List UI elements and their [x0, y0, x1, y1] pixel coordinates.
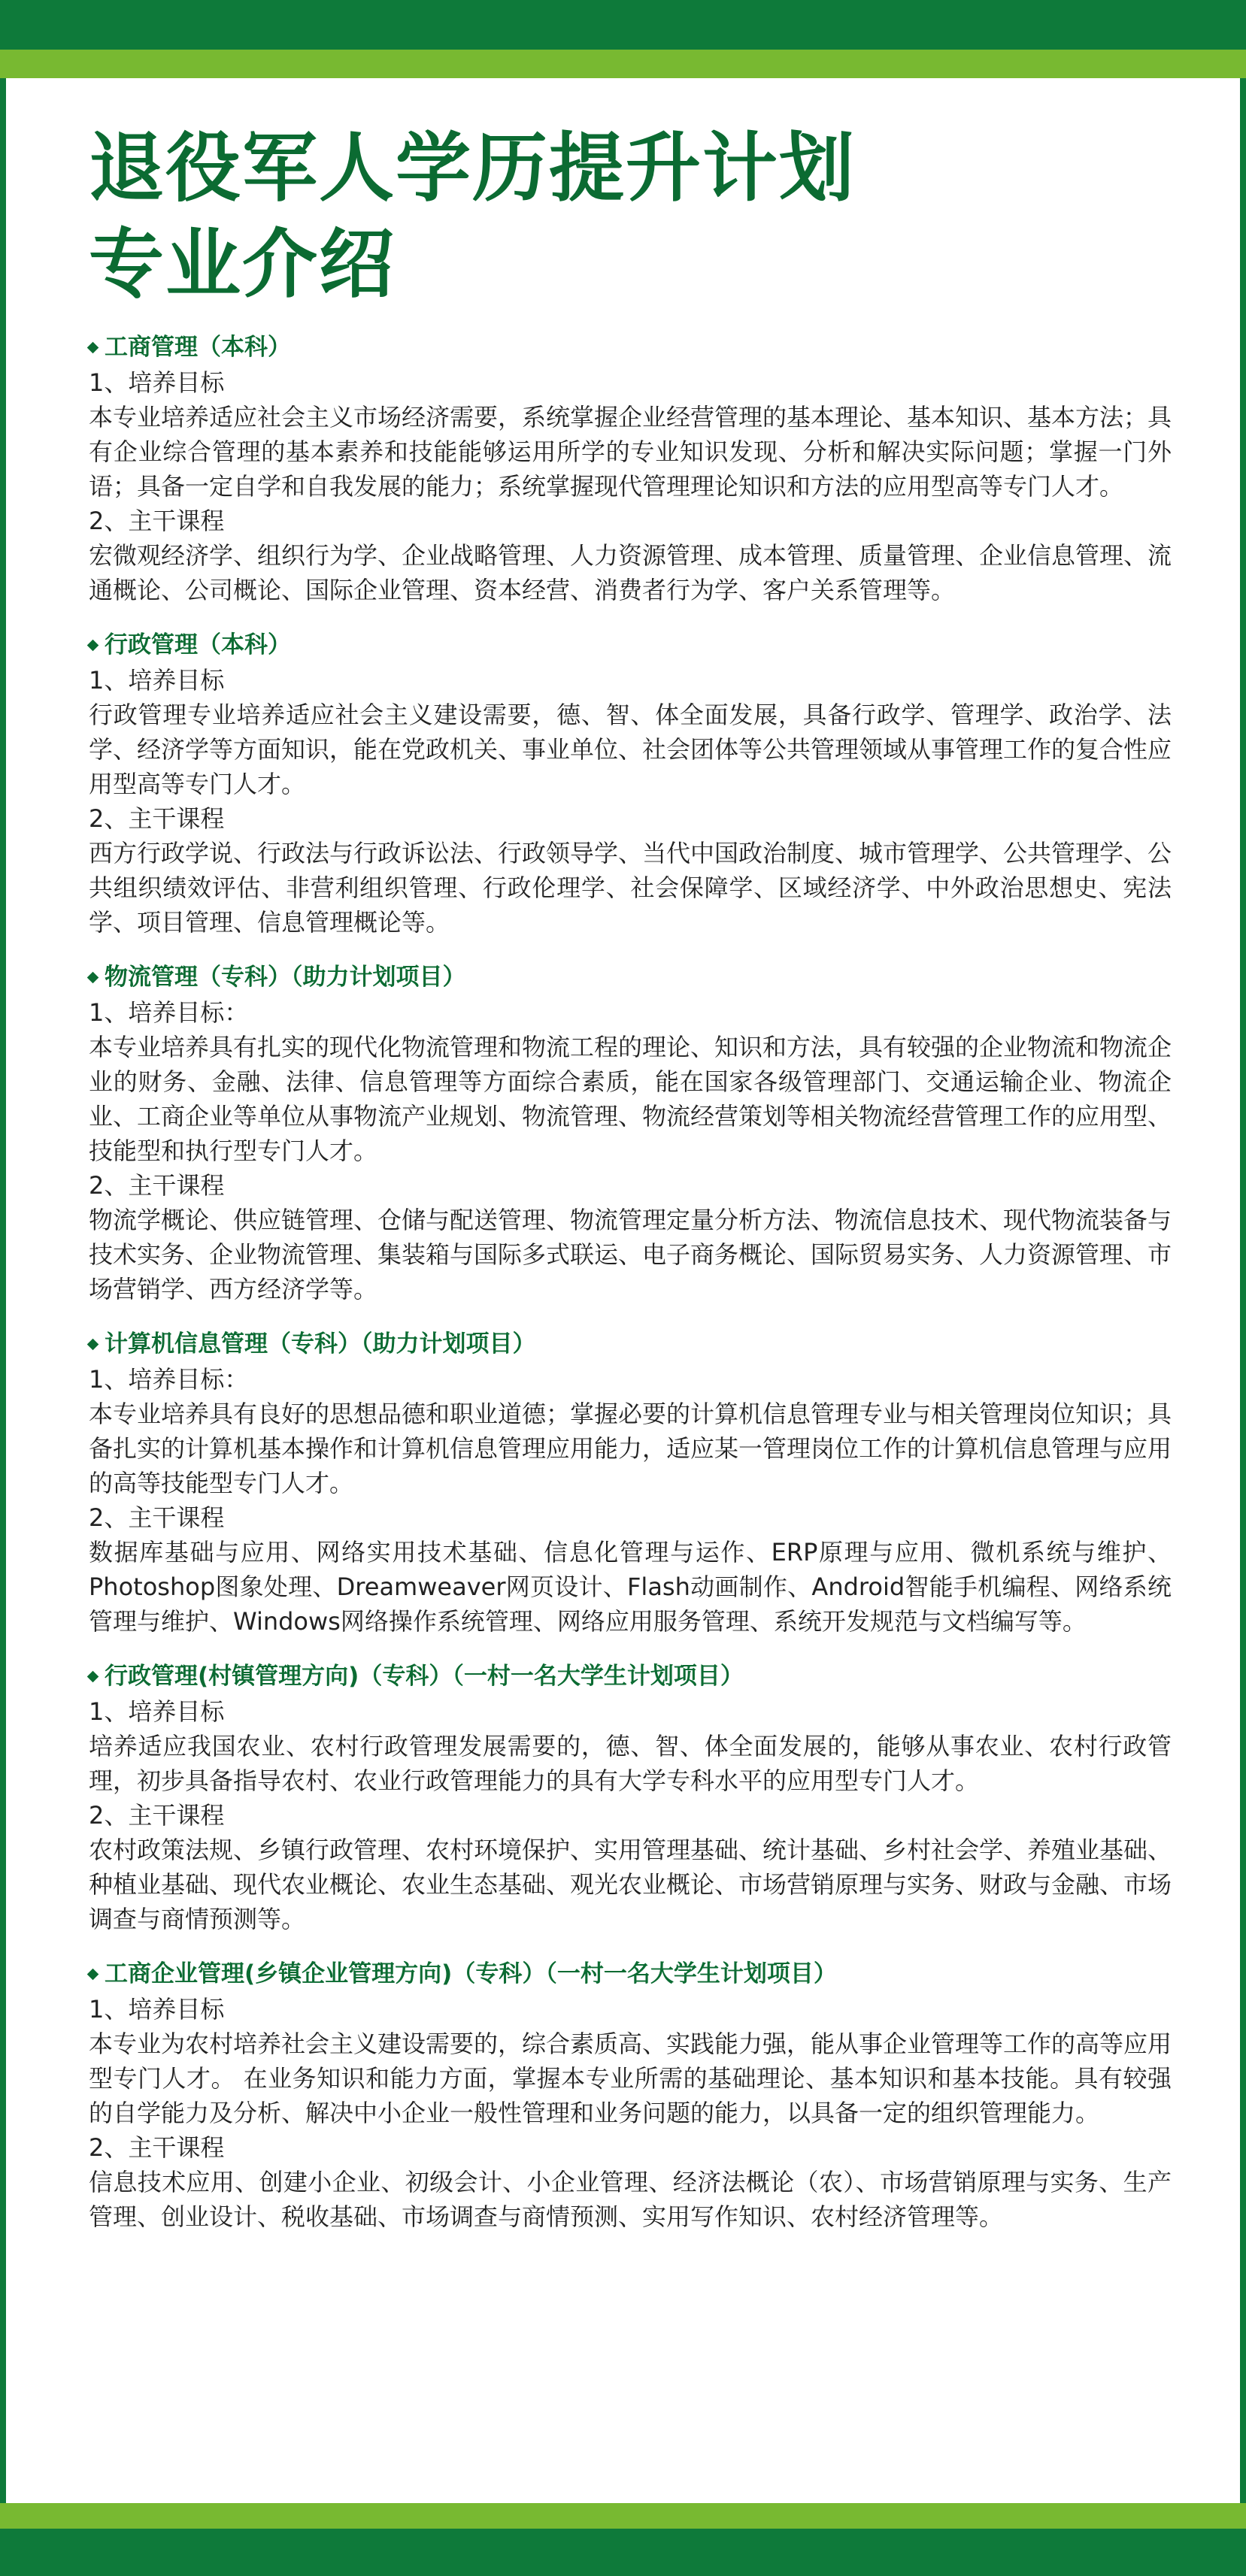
- poster-content: [89, 120, 1172, 2254]
- diamond-bullet-icon: [87, 639, 99, 651]
- major-heading: [89, 627, 1172, 663]
- diamond-bullet-icon: [87, 1338, 99, 1350]
- course-label: 2、主干课程: [89, 804, 225, 833]
- course-label: 2、主干课程: [89, 1801, 225, 1830]
- goal-text: 本专业培养具有扎实的现代化物流管理和物流工程的理论、知识和方法，具有较强的企业物流和物流企业的财务、金融、法律、信息管理等方面综合素质，能在国家各级管理部门、交通运输企业、物流企业、工商企业等单位从事物流产业规划、物流管理、物流经营策划等相关物流经营管理工作的应用型、技能型和执行型专门人才。: [89, 1033, 1172, 1165]
- diamond-bullet-icon: [87, 1670, 99, 1682]
- goal-text: 本专业培养具有良好的思想品德和职业道德；掌握必要的计算机信息管理专业与相关管理岗位知识；具备扎实的计算机基本操作和计算机信息管理应用能力，适应某一管理岗位工作的计算机信息管理与应用的高等技能型专门人才。: [89, 1400, 1172, 1497]
- major-heading: [89, 1956, 1172, 1992]
- course-label: 2、主干课程: [89, 2133, 225, 2162]
- course-text: 物流学概论、供应链管理、仓储与配送管理、物流管理定量分析方法、物流信息技术、现代物流装备与技术实务、企业物流管理、集装箱与国际多式联运、电子商务概论、国际贸易实务、人力资源管理、市场营销学、西方经济学等。: [89, 1206, 1172, 1303]
- major-heading-text: 工商管理（本科）: [105, 334, 291, 361]
- bottom-dark-band: [0, 2529, 1246, 2576]
- diamond-bullet-icon: [87, 341, 99, 353]
- major-section-village-admin: [89, 1658, 1172, 1936]
- major-section-township-enterprise: [89, 1956, 1172, 2234]
- course-text: 西方行政学说、行政法与行政诉讼法、行政领导学、当代中国政治制度、城市管理学、公共管理学、公共组织绩效评估、非营利组织管理、行政伦理学、社会保障学、区域经济学、中外政治思想史、宪法学、项目管理、信息管理概论等。: [89, 839, 1172, 937]
- main-title: 退役军人学历提升计划: [89, 124, 856, 212]
- top-light-band: [0, 50, 1246, 78]
- course-text: 农村政策法规、乡镇行政管理、农村环境保护、实用管理基础、统计基础、乡村社会学、养殖业基础、种植业基础、现代农业概论、农业生态基础、观光农业概论、市场营销原理与实务、财政与金融、市场调查与商情预测等。: [89, 1836, 1172, 1933]
- major-heading-text: 计算机信息管理（专科）（助力计划项目）: [105, 1330, 536, 1358]
- course-text: 信息技术应用、创建小企业、初级会计、小企业管理、经济法概论（农）、市场营销原理与实务、生产管理、创业设计、税收基础、市场调查与商情预测、实用写作知识、农村经济管理等。: [89, 2168, 1172, 2231]
- major-section-logistics: [89, 959, 1172, 1306]
- major-heading-text: 工商企业管理(乡镇企业管理方向)（专科）（一村一名大学生计划项目）: [105, 1960, 837, 1987]
- major-heading: [89, 329, 1172, 365]
- major-section-business-admin: [89, 329, 1172, 607]
- major-section-public-admin: [89, 627, 1172, 940]
- goal-text: 行政管理专业培养适应社会主义建设需要，德、智、体全面发展，具备行政学、管理学、政治学、法学、经济学等方面知识，能在党政机关、事业单位、社会团体等公共管理领域从事管理工作的复合性应用型高等专门人才。: [89, 701, 1172, 798]
- sub-title: 专业介绍: [89, 220, 396, 308]
- major-heading-text: 行政管理(村镇管理方向)（专科）（一村一名大学生计划项目）: [105, 1663, 744, 1690]
- goal-label: 1、培养目标: [89, 666, 225, 695]
- course-label: 2、主干课程: [89, 507, 225, 535]
- course-text: 宏微观经济学、组织行为学、企业战略管理、人力资源管理、成本管理、质量管理、企业信息管理、流通概论、公司概论、国际企业管理、资本经营、消费者行为学、客户关系管理等。: [89, 541, 1172, 604]
- major-heading: [89, 959, 1172, 995]
- goal-label: 1、培养目标：: [89, 1365, 249, 1394]
- diamond-bullet-icon: [87, 971, 99, 983]
- major-section-computer-info: [89, 1326, 1172, 1639]
- major-heading: [89, 1658, 1172, 1694]
- goal-label: 1、培养目标: [89, 1995, 225, 2024]
- goal-text: 本专业为农村培养社会主义建设需要的，综合素质高、实践能力强，能从事企业管理等工作的高等应用型专门人才。 在业务知识和能力方面，掌握本专业所需的基础理论、基本知识和基本技能。具有较强的自学能力及分析、解决中小企业一般性管理和业务问题的能力，以具备一定的组织管理能力。: [89, 2030, 1172, 2127]
- goal-text: 本专业培养适应社会主义市场经济需要，系统掌握企业经营管理的基本理论、基本知识、基本方法；具有企业综合管理的基本素养和技能能够运用所学的专业知识发现、分析和解决实际问题；掌握一门外语；具备一定自学和自我发展的能力；系统掌握现代管理理论知识和方法的应用型高等专门人才。: [89, 403, 1172, 501]
- goal-text: 培养适应我国农业、农村行政管理发展需要的，德、智、体全面发展的，能够从事农业、农村行政管理，初步具备指导农村、农业行政管理能力的具有大学专科水平的应用型专门人才。: [89, 1732, 1172, 1795]
- right-frame-border: [1240, 78, 1246, 2503]
- course-text: 数据库基础与应用、网络实用技术基础、信息化管理与运作、ERP原理与应用、微机系统与维护、Photoshop图象处理、Dreamweaver网页设计、Flash动画制作、Android智能手机编程、网络系统管理与维护、Windows网络操作系统管理、网络应用服务管理、系统开发规范与文档编写等。: [89, 1538, 1172, 1636]
- goal-label: 1、培养目标: [89, 368, 225, 397]
- major-heading: [89, 1326, 1172, 1362]
- course-label: 2、主干课程: [89, 1503, 225, 1532]
- bottom-light-band: [0, 2503, 1246, 2529]
- top-dark-band: [0, 0, 1246, 50]
- left-frame-border: [0, 78, 6, 2503]
- goal-label: 1、培养目标: [89, 1697, 225, 1726]
- major-heading-text: 物流管理（专科）（助力计划项目）: [105, 964, 466, 991]
- course-label: 2、主干课程: [89, 1171, 225, 1200]
- goal-label: 1、培养目标：: [89, 998, 249, 1027]
- diamond-bullet-icon: [87, 1968, 99, 1980]
- major-heading-text: 行政管理（本科）: [105, 631, 291, 658]
- title-block: [89, 120, 1172, 313]
